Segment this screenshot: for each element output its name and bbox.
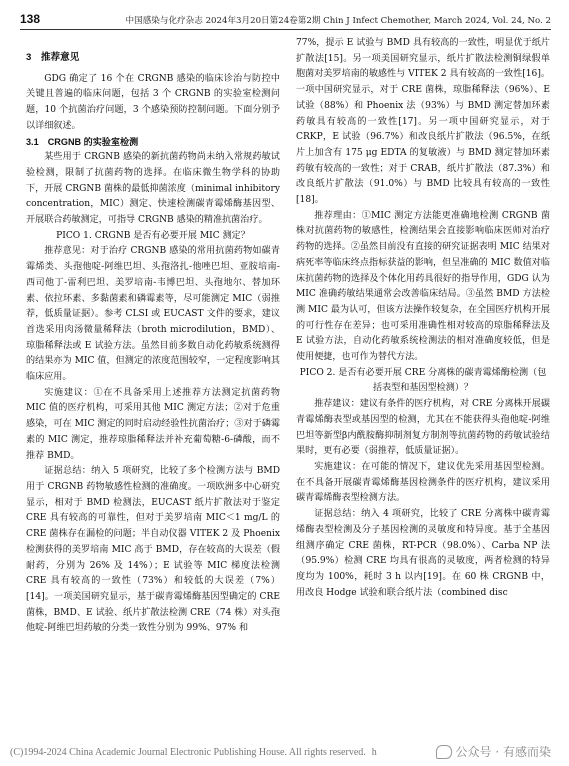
paragraph: 推荐建议：建议有条件的医疗机构，对 CRE 分离株开展碳青霉烯酶表型或基因型的检测，尤其在不能获得头孢他啶-阿维巴坦等新型β内酰胺酶抑制剂复方制剂等抗菌药物的药敏试验结果时，更有必要（弱推荐，低质量证据）。 xyxy=(296,399,550,457)
page-header xyxy=(20,8,551,30)
paragraph: 实施建议：在可能的情况下，建议优先采用基因型检测。在不具备开展碳青霉烯酶基因检测条件的医疗机构，建议采用碳青霉烯酶表型检测方法。 xyxy=(296,461,550,504)
paragraph: 推荐理由：①MIC 测定方法能更准确地检测 CRGNB 菌株对抗菌药物的敏感性，检测结果会直接影响临床医师对治疗药物的选择。②虽然目前没有直接的研究证据表明 MIC 结果对病死率等临床终点指标获益的影响，但呈准确的 MIC 数值对临床抗菌药物的选择及个体化用药具很好的指导作用，GDG 认为 MIC 准确药敏结果通常会改善临床结局。③虽然 BMD 方法检测 MIC 最为认可，但该方法操作较复杂，在全国医疗机构开展的可行性存在差异；也可采用准确性相对较高的琼脂稀释法及 E 试验方法，自动化药敏系统检测法的相对准确度较低，但是使用便捷，也可作为替代方法。 xyxy=(296,210,550,363)
pico-question: PICO 2. 是否有必要开展 CRE 分离株的碳青霉烯酶检测（包括表型和基因型检测）？ xyxy=(299,367,547,394)
wechat-icon xyxy=(436,745,452,759)
copyright-text: (C)1994-2024 China Academic Journal Electronic Publishing House. All rights reserved. xyxy=(10,747,366,758)
right-column xyxy=(296,36,550,601)
copyright-footer xyxy=(10,747,383,758)
watermark xyxy=(436,743,551,760)
paragraph: 推荐意见：对于治疗 CRGNB 感染的常用抗菌药物如碳青霉烯类、头孢他啶-阿维巴坦、头孢洛扎-他唑巴坦、亚胺培南-西司他丁-雷利巴坦、美罗培南-韦博巴坦、头孢地尔、替加环素、依拉环素、多黏菌素和磷霉素等，尽可能测定 MIC（弱推荐，低质量证据）。参考 CLSI 或 EUCAST 文件的要求，建议首选采用肉汤微量稀释法（broth microdilution，BMD）、琼脂稀释法或 E 试验方法。虽然目前多数自动化药敏系统测得的结果亦为 MIC 值，但测定的浓度范围较窄，一定程度影响其临床应用。 xyxy=(26,246,280,383)
paragraph: 证据总结：纳入 5 项研究，比较了多个检测方法与 BMD 用于 CRGNB 药物敏感性检测的准确度。一项欧洲多中心研究显示，相对于 BMD 检测法，EUCAST 纸片扩散法对于鉴定 CRE 具有较高的可靠性，但对于美罗培南 MIC＜1 mg/L 的 CRE 菌株存在漏检的问题；半自动仪器 VITEK 2 及 Phoenix 检测获得的美罗培南 MIC 高于 BMD，存在较高的大误差（假耐药，分别为 26% 及 14%）；E 试验等 MIC 梯度法检测 CRE 具有较高的一致性（73%）和较低的大误差（7%）[14]。一项美国研究显示，基于碳青霉烯酶基因型确定的 CRE 菌株，BMD、E 试验、纸片扩散法检测 CRE（74 株）对头孢他啶-阿维巴坦药敏的分类一致性分别为 99%、97% 和 xyxy=(26,466,280,634)
paragraph: 实施建议：①在不具备采用上述推荐方法测定抗菌药物 MIC 值的医疗机构，可采用其他 MIC 测定方法；②对于危重感染，可在 MIC 测定的同时启动经验性抗菌治疗；③对于磷霉素的 MIC 测定，推荐琼脂稀释法并补充葡萄糖-6-磷酸，而不推荐 BMD。 xyxy=(26,387,280,461)
section-heading: 3 推荐意见 xyxy=(26,52,80,63)
paragraph: 证据总结：纳入 4 项研究，比较了 CRE 分离株中碳青霉烯酶表型检测及分子基因检测的灵敏度和特异度。基于全基因组测序确定 CRE 菌株，RT-PCR（98.0%）、Carba NP 法（95.9%）检测 CRE 均具有很高的灵敏度，两者检测的特异度均为 100%，耗时 3 h 以内[19]。在 60 株 CRGNB 中，用改良 Hodge 试验和联合纸片法（combined disc xyxy=(296,509,550,598)
pico-question: PICO 1. CRGNB 是否有必要开展 MIC 测定？ xyxy=(56,230,250,241)
url-fragment: h xyxy=(371,747,377,758)
left-column xyxy=(26,36,280,637)
watermark-text: 公众号 · 有感而染 xyxy=(455,745,551,759)
journal-info: 中国感染与化疗杂志 2024年3月20日第24卷第2期 Chin J Infect Chemother, March 2024, Vol. 24, No. 2 xyxy=(125,16,551,26)
subsection-heading: 3.1 CRGNB 的实验室检测 xyxy=(26,136,139,147)
page-number: 138 xyxy=(20,12,41,26)
paragraph: 77%，提示 E 试验与 BMD 具有较高的一致性，明显优于纸片扩散法[15]。另一项美国研究显示，纸片扩散法检测铜绿假单胞菌对美罗培南的敏感性与 VITEK 2 具有较高的一致性[16]。一项中国研究显示，对于 CRE 菌株，琼脂稀释法（96%）、E 试验（88%）和 Phoenix 法（93%）与 BMD 测定替加环素药敏具有较高的一致性[17]。另一项中国研究显示，对于 CRKP，E 试验（96.7%）和改良纸片扩散法（96.5%，在纸片上加含有 175 μg EDTA 的复敏液）与 BMD 测定替加环素药敏有较高的一致性；对于 CRAB，纸片扩散法（87.3%）和改良纸片扩散法（91.0%）与 BMD 比较具有较高的一致性[18]。 xyxy=(296,38,550,206)
paragraph: 某些用于 CRGNB 感染的新抗菌药物尚未纳入常规药敏试验检测，限制了抗菌药物的选择。在临床微生物学科的协助下，开展 CRGNB 菌株的最低抑菌浓度（minimal inhibitory concentration，MIC）测定、快速检测碳青霉烯酶基因型、开展联合药敏测定，可指导 CRGNB 感染的精准抗菌治疗。 xyxy=(26,152,280,226)
paragraph: GDG 确定了 16 个在 CRGNB 感染的临床诊治与防控中关键且普遍的临床问题，包括 3 个 CRGNB 的实验室检测问题，10 个抗菌治疗问题，3 个感染预防控制问题。下面分别予以详细叙述。 xyxy=(26,73,280,131)
